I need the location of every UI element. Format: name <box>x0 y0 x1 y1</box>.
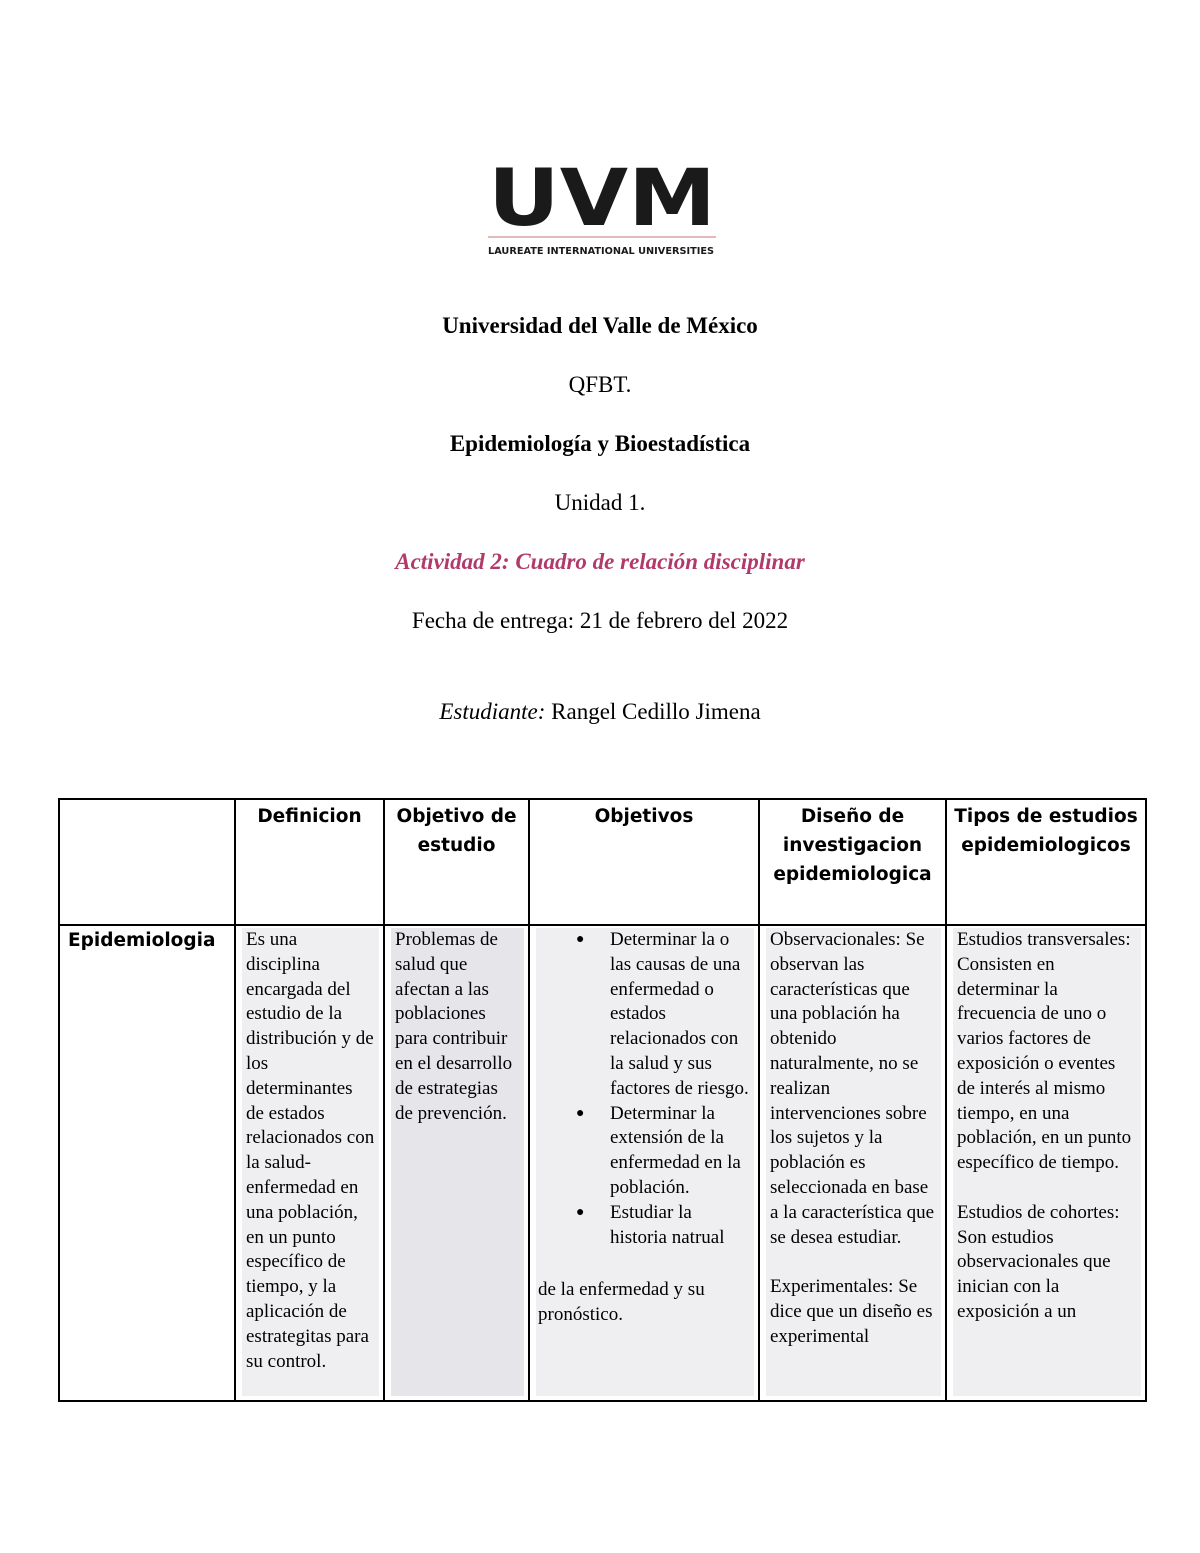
tipos-cohortes: Estudios de cohortes: Son estudios observacionales que inician con la exposición a un <box>957 1201 1120 1322</box>
tipos-content <box>953 928 1141 1396</box>
row-label: Epidemiologia <box>59 925 235 1401</box>
bullet-icon: ● <box>576 932 585 947</box>
cell-diseno <box>759 925 946 1401</box>
header-objetivo-estudio: Objetivo de estudio <box>384 799 529 925</box>
logo-tagline: LAUREATE INTERNATIONAL UNIVERSITIES <box>488 246 715 257</box>
objetivos-continuation: de la enfermedad y su pronóstico. <box>538 1279 705 1326</box>
student-line <box>0 698 1200 726</box>
objetivo-bullet-2: Determinar la extensión de la enfermedad en la población. <box>610 1102 741 1198</box>
objetivo-bullet-1: Determinar la o las causas de una enfermedad o estados relacionados con la salud y sus factores de riesgo. <box>610 929 749 1099</box>
bullet-icon: ● <box>576 1105 585 1121</box>
header-row <box>59 799 1146 925</box>
cell-objetivo-estudio <box>384 925 529 1401</box>
uvm-logo <box>488 165 718 260</box>
tipos-transversales: Estudios transversales: Consisten en determinar la frecuencia de uno o varios factores de exposición o eventes de interés al mismo tiempo, en una población, en un punto específico de tiempo. <box>957 929 1132 1174</box>
definicion-text: Es una disciplina encargada del estudio de la distribución y de los determinantes de estados relacionados con la salud-enfermedad en una población, en un punto específico de tiempo, y la aplicación de estrategitas para su control. <box>242 928 379 1396</box>
objetivos-content <box>536 928 754 1396</box>
diseno-content <box>766 928 941 1396</box>
cell-tipos <box>946 925 1146 1401</box>
header-definicion: Definicion <box>235 799 384 925</box>
header-blank <box>59 799 235 925</box>
activity-title: Actividad 2: Cuadro de relación disciplinar <box>395 549 805 574</box>
list-item <box>576 1201 750 1251</box>
header-diseno: Diseño de investigacion epidemiologica <box>759 799 946 925</box>
course-title: Epidemiología y Bioestadística <box>449 431 751 456</box>
logo-wordmark: UVM <box>488 165 716 244</box>
diseno-observacionales: Observacionales: Se observan las características que una población ha obtenido naturalmente, no se realizan intervenciones sobre los sujetos y la población es seleccionada en base a la característica que se desea estudiar. <box>770 929 935 1248</box>
objetivo-estudio-text: Problemas de salud que afectan a las poblaciones para contribuir en el desarrollo de estrategias de prevención. <box>391 928 524 1396</box>
header-objetivos: Objetivos <box>529 799 759 925</box>
table-row <box>59 925 1146 1401</box>
objetivo-bullet-3: Estudiar la historia natrual <box>610 1201 725 1248</box>
due-date: Fecha de entrega: 21 de febrero del 2022 <box>411 608 789 633</box>
cell-objetivos <box>529 925 759 1401</box>
list-item <box>576 1102 750 1201</box>
unit-label: Unidad 1. <box>554 490 646 515</box>
program-name: QFBT. <box>568 372 632 397</box>
objetivos-list <box>540 928 750 1250</box>
diseno-experimentales: Experimentales: Se dice que un diseño es experimental <box>770 1276 933 1347</box>
header-tipos: Tipos de estudios epidemiologicos <box>946 799 1146 925</box>
cell-definicion <box>235 925 384 1401</box>
student-name: Rangel Cedillo Jimena <box>551 699 761 724</box>
university-name: Universidad del Valle de México <box>442 313 758 338</box>
list-item <box>576 928 750 1102</box>
bullet-icon: ● <box>576 1204 585 1220</box>
student-label: Estudiante: <box>439 699 546 724</box>
relation-table <box>58 798 1147 1402</box>
